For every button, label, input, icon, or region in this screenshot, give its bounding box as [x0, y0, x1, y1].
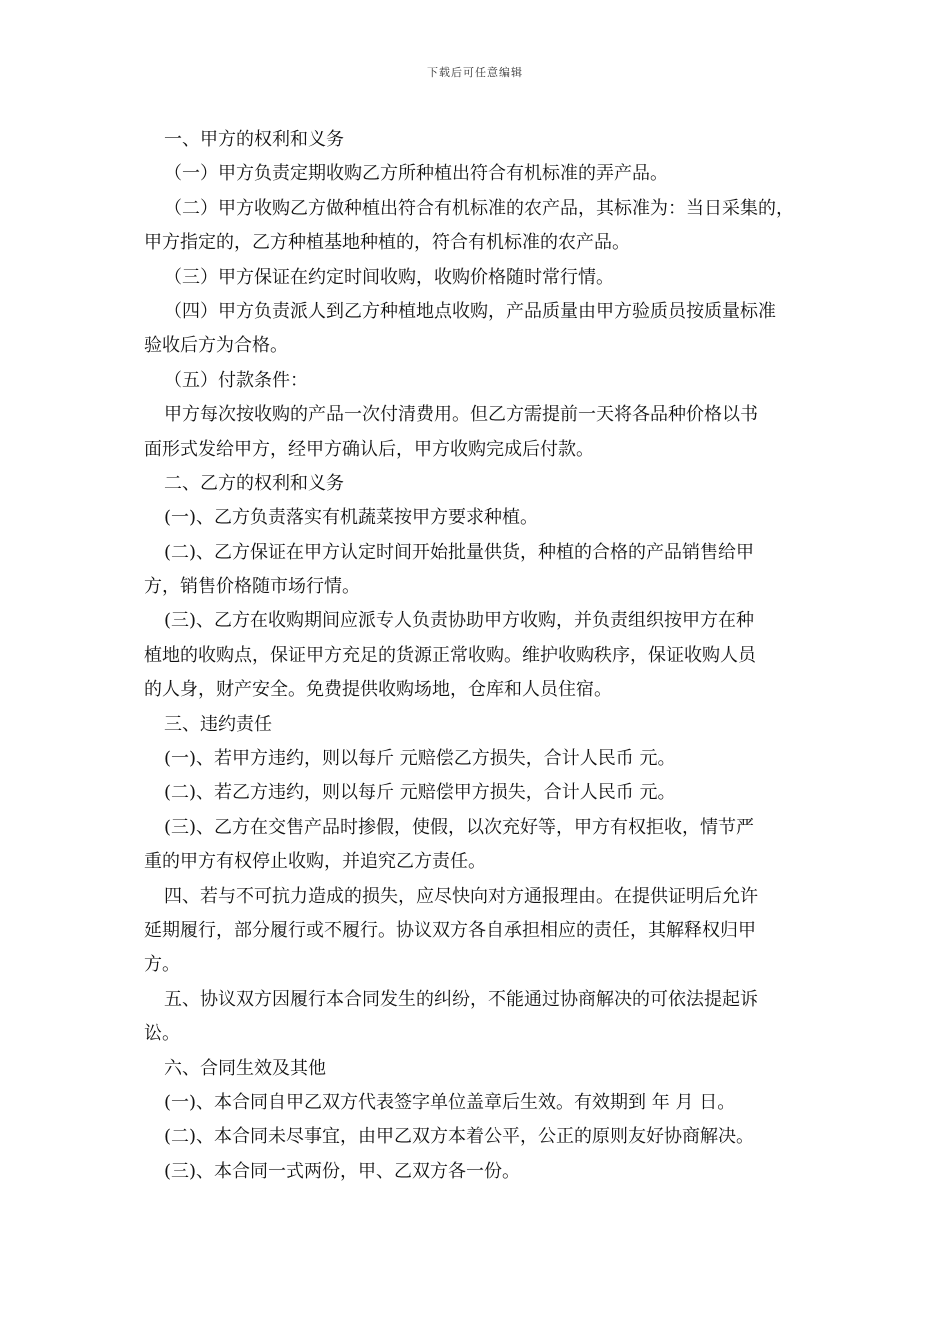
document-line: （二）甲方收购乙方做种植出符合有机标准的农产品，其标准为：当日采集的，	[164, 197, 794, 219]
document-line: 的人身，财产安全。免费提供收购场地，仓库和人员住宿。	[144, 679, 612, 701]
document-line: 四、若与不可抗力造成的损失，应尽快向对方通报理由。在提供证明后允许	[164, 885, 758, 907]
document-line: (一)、若甲方违约，则以每斤 元赔偿乙方损失，合计人民币 元。	[164, 748, 676, 770]
document-line: (二)、乙方保证在甲方认定时间开始批量供货，种植的合格的产品销售给甲	[164, 541, 755, 563]
document-line: 面形式发给甲方，经甲方确认后，甲方收购完成后付款。	[144, 438, 594, 460]
document-line: （四）甲方负责派人到乙方种植地点收购，产品质量由甲方验质员按质量标准	[164, 300, 776, 322]
document-line: 重的甲方有权停止收购，并追究乙方责任。	[144, 851, 486, 873]
page-header: 下载后可任意编辑	[427, 66, 523, 79]
document-line: 方，销售价格随市场行情。	[144, 576, 360, 598]
document-line: (一)、本合同自甲乙双方代表签字单位盖章后生效。有效期到 年 月 日。	[164, 1091, 736, 1113]
document-line: 方。	[144, 954, 180, 976]
document-line: 甲方指定的，乙方种植基地种植的，符合有机标准的农产品。	[144, 232, 630, 254]
document-line: 植地的收购点，保证甲方充足的货源正常收购。维护收购秩序，保证收购人员	[144, 644, 756, 666]
document-line: （三）甲方保证在约定时间收购，收购价格随时常行情。	[164, 266, 614, 288]
document-line: 一、甲方的权利和义务	[164, 129, 344, 150]
document-line: 三、违约责任	[164, 713, 272, 735]
document-line: 验收后方为合格。	[144, 335, 288, 357]
document-line: 甲方每次按收购的产品一次付清费用。但乙方需提前一天将各品种价格以书	[164, 404, 758, 426]
document-line: (三)、本合同一式两份，甲、乙双方各一份。	[164, 1160, 521, 1182]
document-line: 讼。	[144, 1023, 180, 1045]
document-body	[144, 123, 812, 1189]
document-line: (二)、本合同未尽事宜，由甲乙双方本着公平，公正的原则友好协商解决。	[164, 1126, 755, 1148]
document-line: (三)、乙方在交售产品时掺假，使假，以次充好等，甲方有权拒收，情节严	[164, 816, 755, 838]
document-line: （五）付款条件：	[164, 369, 308, 391]
document-line: 二、乙方的权利和义务	[164, 472, 344, 494]
document-line: 五、协议双方因履行本合同发生的纠纷，不能通过协商解决的可依法提起诉	[164, 988, 758, 1010]
document-line: 六、合同生效及其他	[164, 1057, 326, 1079]
document-line: （一）甲方负责定期收购乙方所种植出符合有机标准的弄产品。	[164, 163, 668, 185]
document-line: 延期履行，部分履行或不履行。协议双方各自承担相应的责任，其解释权归甲	[144, 919, 756, 941]
document-line: (二)、若乙方违约，则以每斤 元赔偿甲方损失，合计人民币 元。	[164, 782, 676, 804]
document-line: (一)、乙方负责落实有机蔬菜按甲方要求种植。	[164, 507, 539, 529]
document-line: (三)、乙方在收购期间应派专人负责协助甲方收购，并负责组织按甲方在种	[164, 610, 755, 632]
